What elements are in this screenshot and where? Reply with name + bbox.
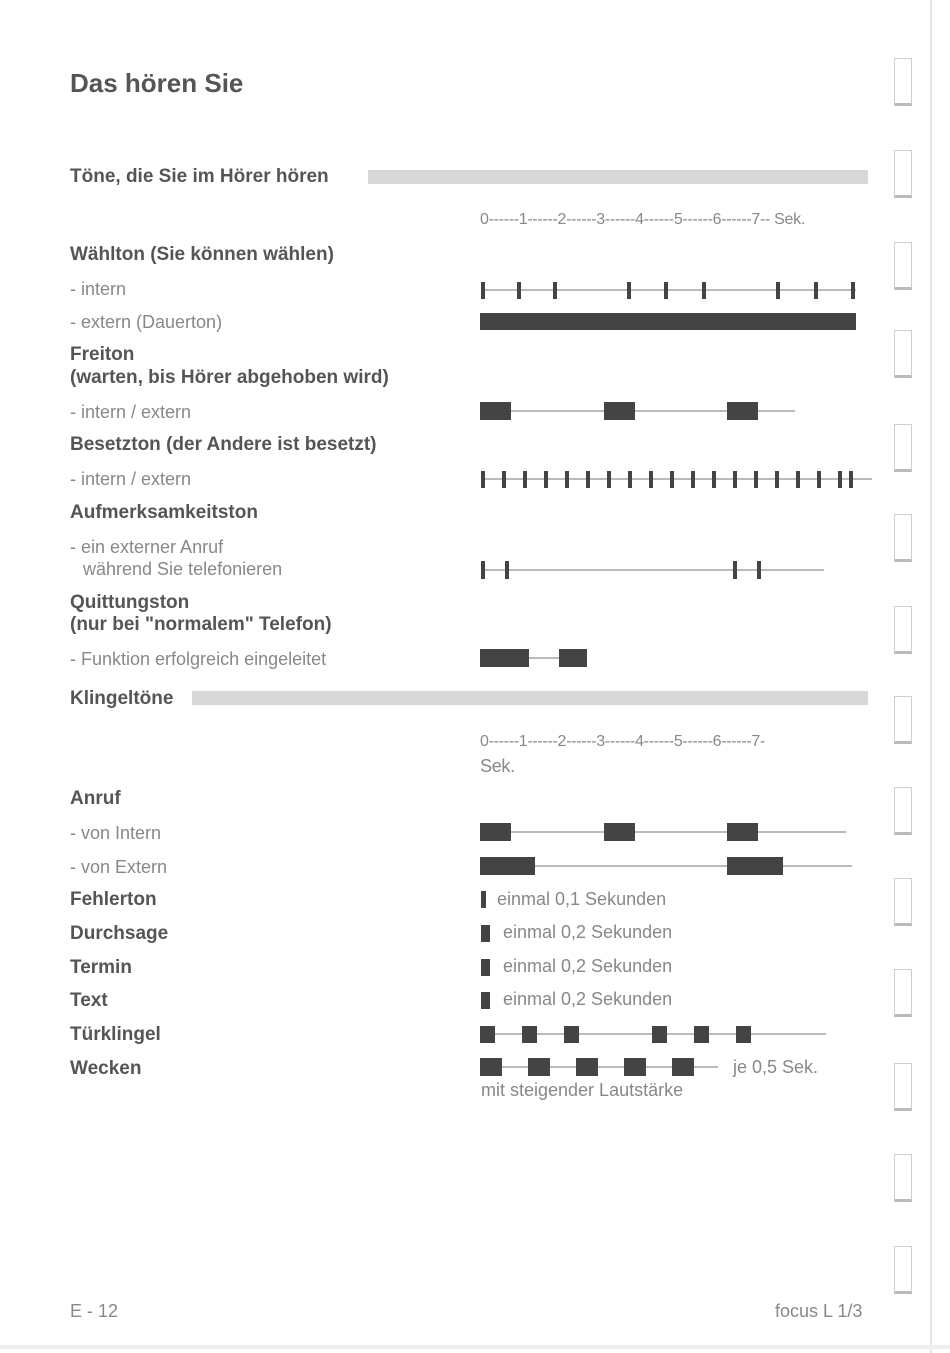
signal-dauerton	[480, 313, 856, 330]
sub-von-extern: - von Extern	[70, 857, 168, 877]
label-aufmerksamkeitston: Aufmerksamkeitston	[70, 502, 258, 523]
label-wecken: Wecken	[70, 1058, 142, 1079]
register-tab	[894, 150, 912, 198]
register-tab	[894, 696, 912, 744]
page-number: E - 12	[70, 1301, 119, 1321]
label-fehlerton: Fehlerton	[70, 889, 157, 910]
sub-besetzton: - intern / extern	[70, 469, 192, 489]
note-wecken-1: je 0,5 Sek.	[733, 1057, 819, 1077]
note-wecken-2: mit steigender Lautstärke	[481, 1080, 684, 1100]
note-durchsage: einmal 0,2 Sekunden	[503, 922, 673, 942]
time-scale-klingel-unit: Sek.	[480, 756, 515, 776]
product-name: focus L 1/3	[775, 1301, 863, 1321]
signal-anruf-extern	[480, 857, 852, 875]
note-text: einmal 0,2 Sekunden	[503, 989, 673, 1009]
register-tab	[894, 1154, 912, 1202]
mark-text	[481, 992, 490, 1009]
sub-extern-dauerton: - extern (Dauerton)	[70, 312, 223, 332]
signal-aufmerksamkeitston	[481, 561, 824, 579]
signal-tuerklingel	[480, 1026, 826, 1043]
page-title: Das hören Sie	[70, 68, 244, 98]
mark-fehlerton	[481, 891, 486, 908]
section-heading-klingel: Klingeltöne	[70, 688, 183, 710]
sub-intern: - intern	[70, 279, 127, 299]
note-termin: einmal 0,2 Sekunden	[503, 956, 673, 976]
sub-quittung: - Funktion erfolgreich eingeleitet	[70, 649, 327, 669]
register-tab	[894, 242, 912, 290]
register-tab	[894, 514, 912, 562]
label-freiton-detail: (warten, bis Hörer abgehoben wird)	[70, 367, 389, 388]
label-quittungston-detail: (nur bei "normalem" Telefon)	[70, 614, 332, 635]
page-edge-right	[930, 0, 932, 1353]
label-termin: Termin	[70, 957, 132, 978]
page-edge-bottom	[0, 1345, 950, 1349]
register-tab	[894, 1063, 912, 1111]
signal-freiton	[480, 402, 795, 420]
register-tab	[894, 330, 912, 378]
signal-wecken	[480, 1058, 718, 1076]
signal-waehlton-intern	[481, 282, 856, 299]
register-tab	[894, 424, 912, 472]
label-freiton: Freiton	[70, 344, 135, 365]
label-tuerklingel: Türklingel	[70, 1024, 161, 1045]
register-tab	[894, 787, 912, 835]
register-tab	[894, 58, 912, 106]
section-heading-hoerer: Töne, die Sie im Hörer hören	[70, 166, 339, 188]
label-besetzton: Besetzton (der Andere ist besetzt)	[70, 434, 377, 455]
time-scale-klingel: 0------1------2------3------4------5------6------7-	[480, 733, 765, 750]
register-tab	[894, 969, 912, 1017]
mark-durchsage	[481, 925, 490, 942]
signal-quittungston	[480, 649, 587, 667]
signal-anruf-intern	[480, 823, 846, 841]
label-waehlton: Wählton (Sie können wählen)	[70, 244, 334, 265]
sub-freiton: - intern / extern	[70, 402, 192, 422]
mark-termin	[481, 959, 490, 976]
signal-besetzton	[481, 471, 872, 488]
note-fehlerton: einmal 0,1 Sekunden	[497, 889, 667, 909]
sub-von-intern: - von Intern	[70, 823, 162, 843]
sub-aufmerksamkeit-1: - ein externer Anruf	[70, 537, 224, 557]
time-scale-hoerer: 0------1------2------3------4------5------6------7-- Sek.	[480, 211, 805, 228]
register-tab	[894, 878, 912, 926]
label-durchsage: Durchsage	[70, 923, 169, 944]
register-tab	[894, 1246, 912, 1294]
sub-aufmerksamkeit-2: während Sie telefonieren	[83, 559, 283, 579]
label-text: Text	[70, 990, 108, 1011]
label-anruf: Anruf	[70, 788, 121, 809]
label-quittungston: Quittungston	[70, 592, 190, 613]
register-tab	[894, 606, 912, 654]
